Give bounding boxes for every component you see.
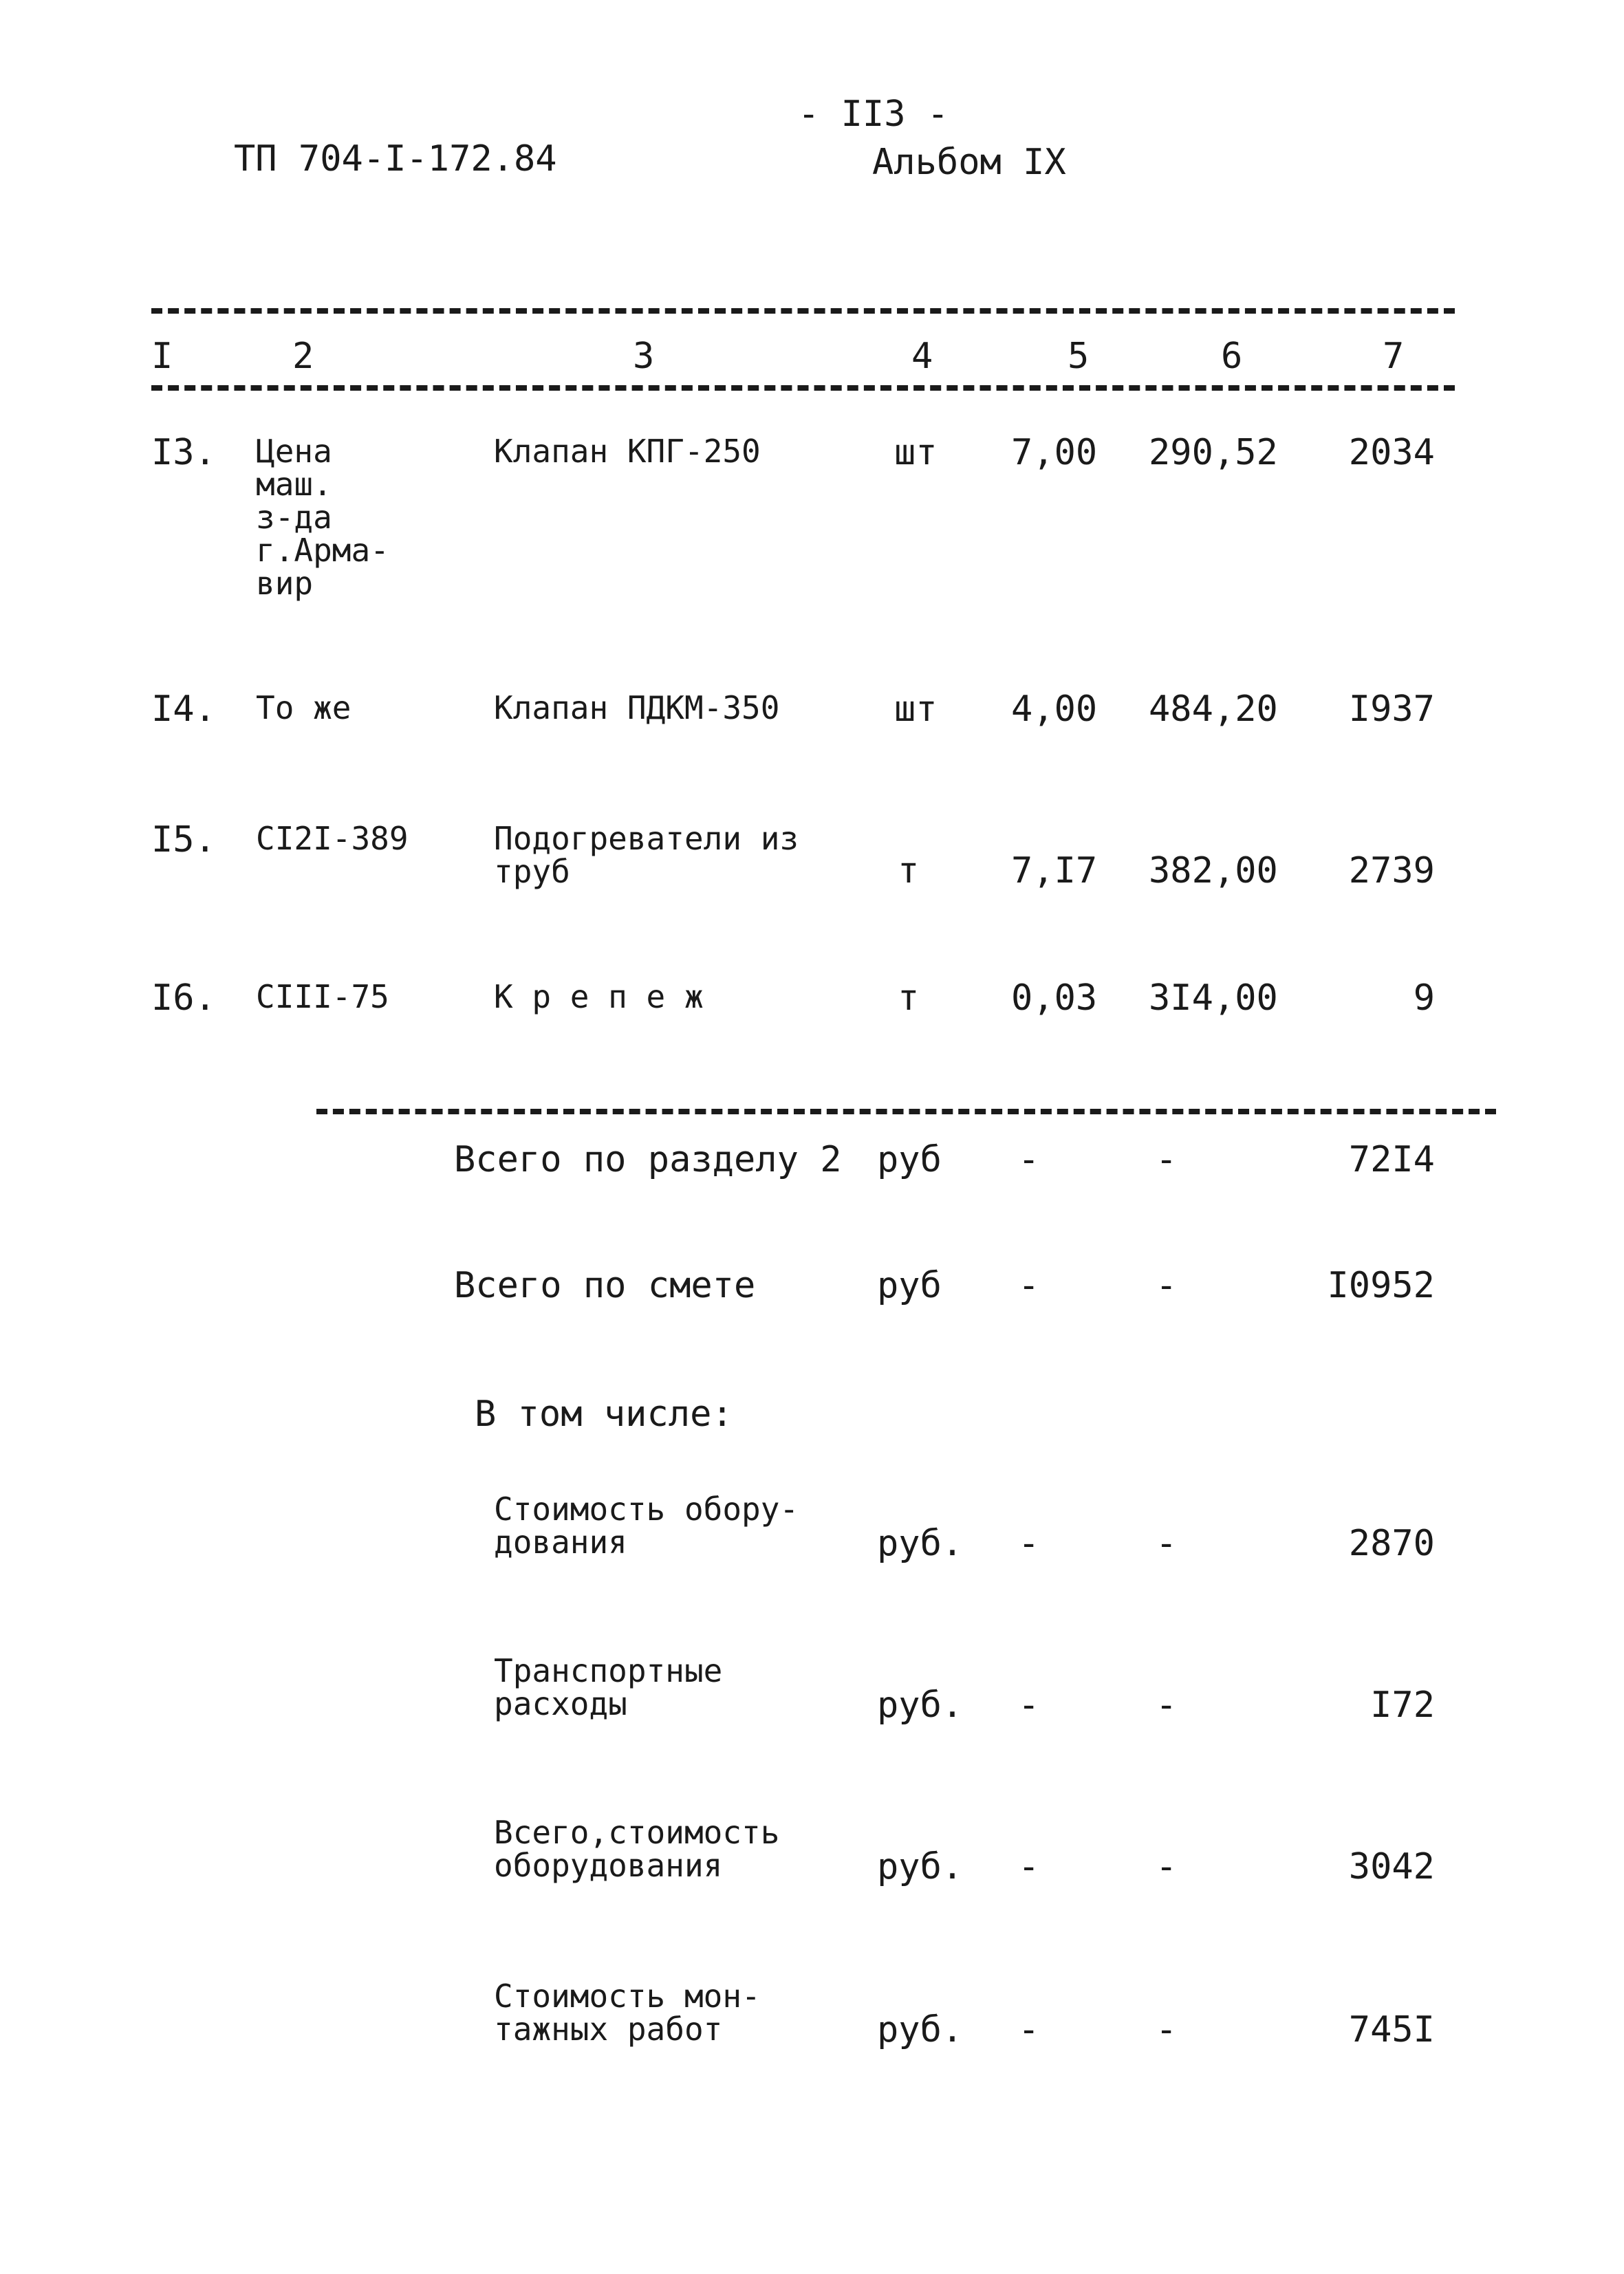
sub-item-unit: руб. [877,1685,964,1726]
sub-item-col5: - [1018,2009,1040,2050]
row-number: I5. [151,819,216,860]
sub-item-label: Стоимость мон- тажных работ [494,1978,761,2048]
summary-total: 72I4 [1348,1139,1435,1180]
summary-col6: - [1156,1265,1178,1306]
sub-item-unit: руб. [877,2009,964,2050]
row-total: 9 [1413,977,1435,1019]
summary-col5: - [1018,1139,1040,1180]
row-unit: шт [894,689,938,730]
page-number: - II3 - [798,94,949,135]
column-header: 2 [292,336,314,377]
row-name: К р е п е ж [494,978,704,1015]
sub-item-col5: - [1018,1846,1040,1887]
row-code: CIII-75 [256,978,389,1015]
row-quantity: 0,03 [1011,977,1098,1019]
row-name: Клапан КПГ-250 [494,433,761,470]
row-unit: т [898,977,920,1019]
row-price: 3I4,00 [1149,977,1278,1019]
row-quantity: 4,00 [1011,689,1098,730]
column-header: 4 [911,336,933,377]
sub-item-label: Всего,стоимость оборудования [494,1814,780,1884]
sub-item-label: Транспортные расходы [494,1652,723,1722]
sub-item-unit: руб. [877,1846,964,1887]
sub-item-col6: - [1156,1685,1178,1726]
summary-col5: - [1018,1265,1040,1306]
sub-item-col5: - [1018,1523,1040,1564]
sub-item-col6: - [1156,2009,1178,2050]
row-number: I4. [151,689,216,730]
row-name: Клапан ПДКМ-350 [494,689,780,726]
header-bottom-rule [151,385,1455,391]
row-quantity: 7,I7 [1011,850,1098,891]
summary-label: Всего по смете [454,1265,756,1306]
row-total: I937 [1348,689,1435,730]
row-quantity: 7,00 [1011,432,1098,473]
column-header: 3 [633,336,655,377]
row-price: 484,20 [1149,689,1278,730]
summary-unit: руб [877,1265,942,1306]
row-unit: т [898,850,920,891]
column-header: I [151,336,173,377]
sub-item-total: 2870 [1348,1523,1435,1564]
sub-item-col6: - [1156,1846,1178,1887]
row-unit: шт [894,432,938,473]
row-code: CI2I-389 [256,820,409,857]
column-header: 6 [1221,336,1243,377]
row-total: 2034 [1348,432,1435,473]
sub-item-total: 745I [1348,2009,1435,2050]
doc-code: ТП 704-I-172.84 [234,138,557,180]
summary-unit: руб [877,1139,942,1180]
row-code: То же [256,689,351,726]
sub-item-col6: - [1156,1523,1178,1564]
row-price: 382,00 [1149,850,1278,891]
sub-item-col5: - [1018,1685,1040,1726]
summary-col6: - [1156,1139,1178,1180]
row-total: 2739 [1348,850,1435,891]
summary-total: I0952 [1327,1265,1435,1306]
sub-item-unit: руб. [877,1523,964,1564]
table-top-rule [151,308,1455,314]
row-number: I3. [151,432,216,473]
row-price: 290,52 [1149,432,1278,473]
row-number: I6. [151,977,216,1019]
column-header: 5 [1068,336,1090,377]
sub-item-total: I72 [1370,1685,1435,1726]
including-label: В том числе: [475,1394,733,1435]
album-label: Альбом IX [872,142,1066,183]
row-code: Цена маш. з-да г.Арма- вир [256,433,389,602]
row-name: Подогреватели из труб [494,820,799,890]
column-header: 7 [1383,336,1405,377]
summary-label: Всего по разделу 2 [454,1139,842,1180]
sub-item-label: Стоимость обору- дования [494,1491,799,1561]
section-rule [316,1109,1496,1114]
sub-item-total: 3042 [1348,1846,1435,1887]
